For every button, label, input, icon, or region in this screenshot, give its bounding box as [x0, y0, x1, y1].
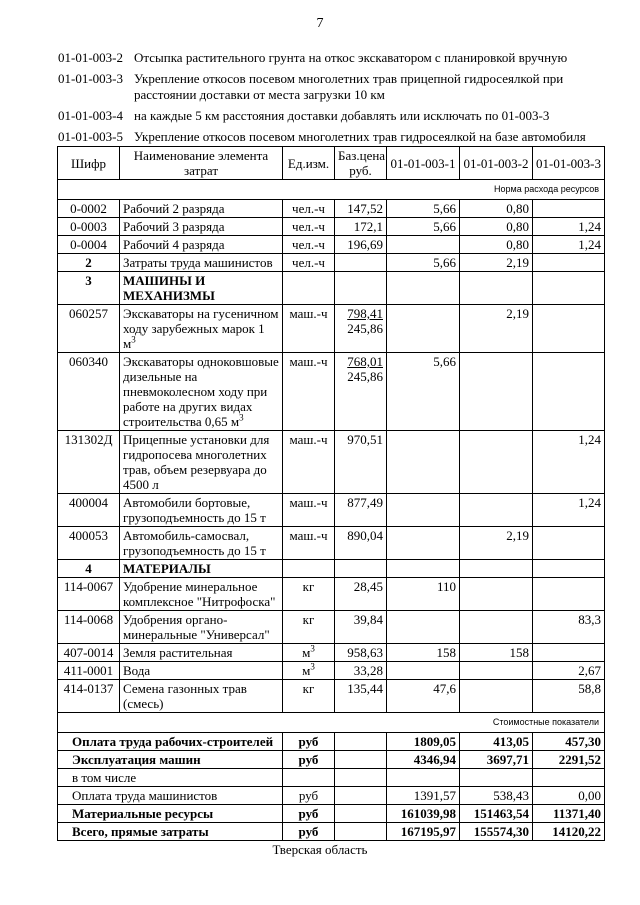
unit-text: м [302, 645, 311, 660]
cell-name-text: Экскаваторы одноковшовые дизельные на пневмоколесном ходу при работе на других видах строительства 0,65 м [123, 354, 279, 429]
cell-price: 39,84 [335, 611, 387, 644]
cell-unit: кг [283, 578, 335, 611]
table-row [58, 644, 605, 662]
cell-price: 147,52 [335, 200, 387, 218]
code-id: 01-01-003-4 [58, 108, 123, 123]
cell-name [120, 353, 283, 431]
code-desc: Укрепление откосов посевом многолетних трав прицепной гидросеялкой при расстоянии доставки от места загрузки 10 км [134, 71, 564, 102]
table-row [58, 578, 605, 611]
total-v3: 11371,40 [533, 805, 605, 823]
cell-name: Автомобиль-самосвал, грузоподъемность до 15 т [120, 527, 283, 560]
cell-price: 33,28 [335, 662, 387, 680]
total-v2: 3697,71 [460, 751, 533, 769]
cell-code: 400053 [58, 527, 120, 560]
cell-code: 400004 [58, 494, 120, 527]
cell-v1 [387, 305, 460, 353]
cell-v2 [460, 578, 533, 611]
cell-price [335, 254, 387, 272]
cell-price: 28,45 [335, 578, 387, 611]
cell-v1 [387, 527, 460, 560]
total-row [58, 805, 605, 823]
price-secondary: 245,86 [347, 321, 383, 336]
header-price: Баз.цена руб. [335, 147, 387, 180]
cell-v3 [533, 527, 605, 560]
total-row [58, 823, 605, 841]
total-v2: 413,05 [460, 733, 533, 751]
cell-unit: маш.-ч [283, 353, 335, 431]
header-col1: 01-01-003-1 [387, 147, 460, 180]
cell-code: 114-0067 [58, 578, 120, 611]
cell-v2: 2,19 [460, 305, 533, 353]
cell-code: 114-0068 [58, 611, 120, 644]
total-v2: 538,43 [460, 787, 533, 805]
section-code: 3 [58, 272, 120, 305]
cell-v3 [533, 578, 605, 611]
total-row [58, 787, 605, 805]
cell-v1: 5,66 [387, 218, 460, 236]
cell-price: 877,49 [335, 494, 387, 527]
code-item [58, 71, 618, 103]
cell-code: 131302Д [58, 431, 120, 494]
unit-text: м [302, 663, 311, 678]
total-row [58, 769, 605, 787]
code-id: 01-01-003-5 [58, 129, 123, 144]
cell-name: Вода [120, 662, 283, 680]
cell-v2 [460, 611, 533, 644]
cell-code: 0-0003 [58, 218, 120, 236]
total-row [58, 751, 605, 769]
cell-v1 [387, 494, 460, 527]
cell-v1 [387, 431, 460, 494]
cell-v2: 0,80 [460, 236, 533, 254]
cell-v2: 2,19 [460, 254, 533, 272]
header-unit: Ед.изм. [283, 147, 335, 180]
norma-label: Норма расхода ресурсов [58, 180, 605, 200]
total-name: в том числе [58, 769, 283, 787]
cell-unit: маш.-ч [283, 527, 335, 560]
table-row [58, 662, 605, 680]
resource-table [57, 146, 605, 841]
code-id: 01-01-003-2 [58, 50, 123, 65]
cell-code: 414-0137 [58, 680, 120, 713]
cell-v1: 5,66 [387, 200, 460, 218]
cell-v1: 5,66 [387, 353, 460, 431]
table-row [58, 431, 605, 494]
cell-v3 [533, 200, 605, 218]
cell-name: Удобрение минеральное комплексное "Нитрофоска" [120, 578, 283, 611]
table-header [58, 147, 605, 180]
cell-v2 [460, 494, 533, 527]
cell-code: 060340 [58, 353, 120, 431]
superscript: 3 [131, 334, 136, 345]
total-v1: 167195,97 [387, 823, 460, 841]
cell-price: 196,69 [335, 236, 387, 254]
code-item [58, 129, 618, 145]
cell-v2 [460, 353, 533, 431]
table-row [58, 353, 605, 431]
table-row [58, 236, 605, 254]
cell-name: Прицепные установки для гидропосева многолетних трав, объем резервуара до 4500 л [120, 431, 283, 494]
total-unit: руб [283, 805, 335, 823]
cell-v3: 83,3 [533, 611, 605, 644]
section-code: 4 [58, 560, 120, 578]
section-row [58, 272, 605, 305]
cell-v2: 158 [460, 644, 533, 662]
cell-name: Рабочий 4 разряда [120, 236, 283, 254]
cell-name [120, 305, 283, 353]
price-primary: 798,41 [347, 306, 383, 321]
total-name: Оплата труда машинистов [58, 787, 283, 805]
total-unit: руб [283, 787, 335, 805]
cell-price: 135,44 [335, 680, 387, 713]
total-name: Материальные ресурсы [58, 805, 283, 823]
footer-region: Тверская область [272, 842, 368, 857]
superscript: 3 [310, 643, 315, 654]
cell-name: Удобрения органо-минеральные "Универсал" [120, 611, 283, 644]
cell-v3 [533, 644, 605, 662]
price-secondary: 245,86 [347, 369, 383, 384]
code-desc: Отсыпка растительного грунта на откос экскаватором с планировкой вручную [134, 50, 568, 65]
section-row [58, 560, 605, 578]
cell-v2: 0,80 [460, 200, 533, 218]
cell-unit [283, 662, 335, 680]
cell-v3 [533, 353, 605, 431]
section-title: МАШИНЫ И МЕХАНИЗМЫ [120, 272, 283, 305]
header-col2: 01-01-003-2 [460, 147, 533, 180]
cell-name: Рабочий 2 разряда [120, 200, 283, 218]
cell-v3: 1,24 [533, 236, 605, 254]
cell-v3 [533, 305, 605, 353]
cell-price: 970,51 [335, 431, 387, 494]
total-unit: руб [283, 751, 335, 769]
price-primary: 768,01 [347, 354, 383, 369]
total-name: Всего, прямые затраты [58, 823, 283, 841]
cell-name: Автомобили бортовые, грузоподъемность до 15 т [120, 494, 283, 527]
cell-v3: 2,67 [533, 662, 605, 680]
code-desc: Укрепление откосов посевом многолетних трав гидросеялкой на базе автомобиля [134, 129, 586, 144]
cell-v2: 0,80 [460, 218, 533, 236]
table-row [58, 611, 605, 644]
cell-v1: 158 [387, 644, 460, 662]
total-v1: 4346,94 [387, 751, 460, 769]
header-col3: 01-01-003-3 [533, 147, 605, 180]
code-list [58, 50, 618, 150]
header-name: Наименование элемента затрат [120, 147, 283, 180]
total-v2: 155574,30 [460, 823, 533, 841]
total-v1: 161039,98 [387, 805, 460, 823]
cell-name-text: Экскаваторы на гусеничном ходу зарубежных марок 1 м [123, 306, 279, 351]
cell-unit: чел.-ч [283, 218, 335, 236]
cell-v1 [387, 662, 460, 680]
cell-name: Затраты труда машинистов [120, 254, 283, 272]
table-row [58, 494, 605, 527]
cell-unit: чел.-ч [283, 254, 335, 272]
cell-price: 172,1 [335, 218, 387, 236]
table-row [58, 254, 605, 272]
total-v2: 151463,54 [460, 805, 533, 823]
total-v3: 14120,22 [533, 823, 605, 841]
cell-v3: 58,8 [533, 680, 605, 713]
superscript: 3 [239, 412, 244, 423]
cell-code: 411-0001 [58, 662, 120, 680]
cell-v1: 110 [387, 578, 460, 611]
cell-unit: кг [283, 680, 335, 713]
cell-name: Рабочий 3 разряда [120, 218, 283, 236]
table-row [58, 200, 605, 218]
cell-v1: 47,6 [387, 680, 460, 713]
total-v3: 0,00 [533, 787, 605, 805]
total-v1: 1809,05 [387, 733, 460, 751]
code-id: 01-01-003-3 [58, 71, 123, 86]
cell-v2: 2,19 [460, 527, 533, 560]
cell-unit: кг [283, 611, 335, 644]
cell-name: Семена газонных трав (смесь) [120, 680, 283, 713]
cell-code: 060257 [58, 305, 120, 353]
cell-v3: 1,24 [533, 218, 605, 236]
total-v1: 1391,57 [387, 787, 460, 805]
code-item [58, 50, 618, 66]
cell-code: 2 [58, 254, 120, 272]
cell-code: 0-0004 [58, 236, 120, 254]
cell-unit: чел.-ч [283, 236, 335, 254]
cell-v2 [460, 431, 533, 494]
cell-unit [283, 644, 335, 662]
cell-unit: маш.-ч [283, 431, 335, 494]
cell-unit: маш.-ч [283, 494, 335, 527]
total-v3: 457,30 [533, 733, 605, 751]
header-code: Шифр [58, 147, 120, 180]
total-name: Эксплуатация машин [58, 751, 283, 769]
code-desc: на каждые 5 км расстояния доставки добавлять или исключать по 01-003-3 [134, 108, 550, 123]
table-row [58, 305, 605, 353]
total-unit: руб [283, 733, 335, 751]
cell-v3: 1,24 [533, 431, 605, 494]
cell-v3: 1,24 [533, 494, 605, 527]
section-title: МАТЕРИАЛЫ [120, 560, 283, 578]
cell-v2 [460, 680, 533, 713]
norma-row [58, 180, 605, 200]
cell-v3 [533, 254, 605, 272]
cell-name: Земля растительная [120, 644, 283, 662]
table-row [58, 527, 605, 560]
page-number: 7 [316, 16, 324, 31]
cell-code: 407-0014 [58, 644, 120, 662]
cell-price: 958,63 [335, 644, 387, 662]
total-name: Оплата труда рабочих-строителей [58, 733, 283, 751]
cell-price [335, 305, 387, 353]
superscript: 3 [310, 661, 315, 672]
cell-price: 890,04 [335, 527, 387, 560]
cell-v1: 5,66 [387, 254, 460, 272]
table-row [58, 218, 605, 236]
cell-unit: маш.-ч [283, 305, 335, 353]
total-unit: руб [283, 823, 335, 841]
total-v3: 2291,52 [533, 751, 605, 769]
total-row [58, 733, 605, 751]
cell-v1 [387, 611, 460, 644]
cell-code: 0-0002 [58, 200, 120, 218]
cell-price [335, 353, 387, 431]
cell-v1 [387, 236, 460, 254]
cell-unit: чел.-ч [283, 200, 335, 218]
cell-v2 [460, 662, 533, 680]
table-row [58, 680, 605, 713]
cost-label: Стоимостные показатели [58, 713, 605, 733]
code-item [58, 108, 618, 124]
cost-row [58, 713, 605, 733]
